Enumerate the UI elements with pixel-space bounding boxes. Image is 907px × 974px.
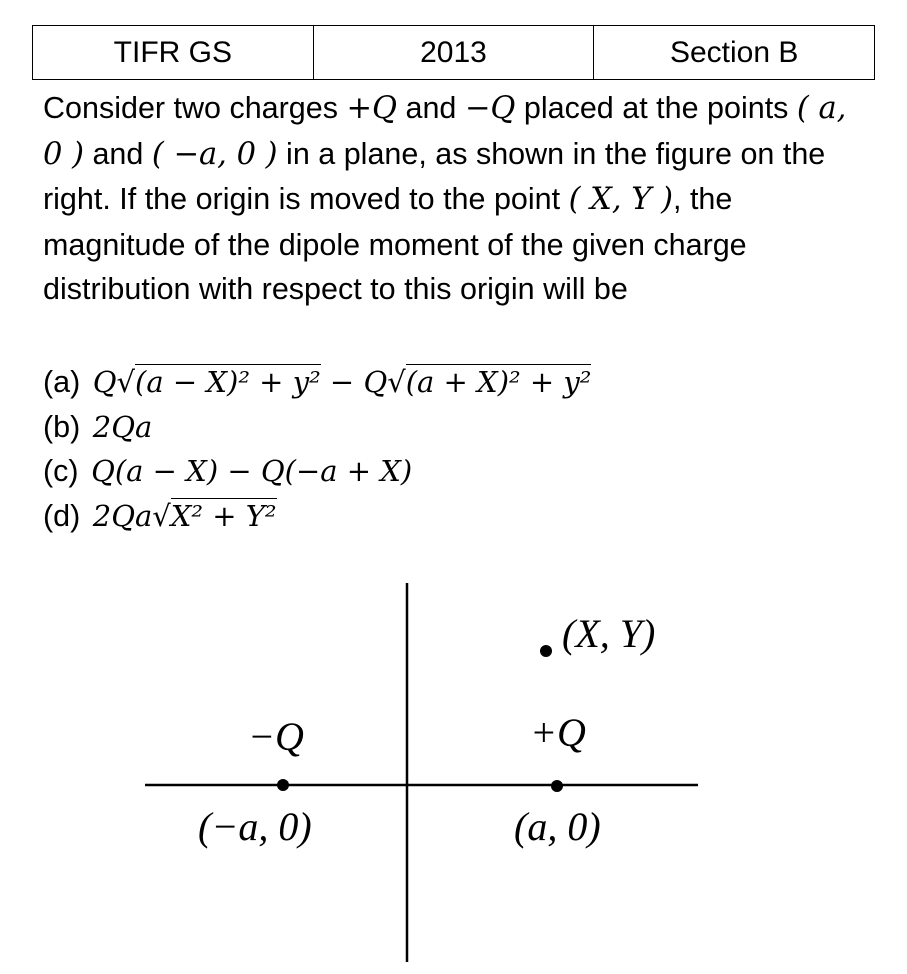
option-b-expression: 2Qa: [92, 409, 153, 444]
sqrt-sign: √: [116, 365, 136, 399]
option-a-expression: [93, 365, 592, 399]
option-a-minus: − Q: [320, 365, 388, 399]
point-negative: ( −a, 0 ): [151, 136, 278, 172]
charge-diagram: [0, 570, 907, 974]
option-a-sqrt1: (a − X)² + y²: [135, 365, 321, 399]
exam-name: TIFR GS: [33, 26, 314, 80]
option-a-q1: Q: [92, 365, 117, 399]
exam-section: Section B: [594, 26, 875, 80]
sqrt-sign: √: [387, 365, 406, 399]
question-text: [43, 86, 873, 312]
option-d: [43, 494, 591, 539]
option-a-label: (a): [43, 365, 81, 399]
option-a-sqrt2: (a + X)² + y²: [405, 365, 592, 399]
charge-positive: +Q: [346, 91, 398, 126]
negative-charge-dot: [277, 779, 289, 791]
point-new-origin: ( X, Y ): [568, 182, 673, 217]
question-text-4: and: [84, 136, 152, 171]
exam-year: 2013: [313, 26, 594, 80]
option-d-label: (d): [43, 498, 81, 533]
option-a: [43, 360, 591, 405]
point-positive: ( a, 0 ): [43, 91, 847, 172]
question-text-2: and: [397, 91, 465, 125]
positive-charge-dot: [551, 780, 563, 792]
option-d-sqrt: X² + Y²: [170, 498, 277, 533]
question-paragraph: [43, 86, 873, 312]
sqrt-sign: √: [152, 498, 171, 533]
question-text-6: , the magnitude of the dipole moment of the given charge distribution with respect to this origin will be: [43, 182, 747, 306]
new-origin-dot: [540, 645, 552, 657]
new-origin-label: (X, Y): [562, 611, 656, 656]
option-c: [43, 449, 591, 494]
question-text-3: placed at the points: [515, 91, 797, 125]
option-c-label: (c): [43, 454, 79, 488]
positive-charge-label: +Q: [530, 710, 586, 755]
negative-charge-label: −Q: [248, 714, 304, 759]
option-d-expression: [93, 499, 277, 533]
question-text-5: in a plane, as shown in the figure on the right. If the origin is moved to the point: [43, 136, 826, 216]
option-d-prefix: 2Qa: [92, 498, 153, 533]
header-table: [32, 25, 875, 80]
charge-negative: −Q: [464, 91, 516, 126]
answer-options: [43, 360, 591, 538]
option-b-label: (b): [43, 409, 81, 444]
option-b: [43, 405, 591, 450]
question-text-1: Consider two charges: [43, 91, 347, 125]
negative-point-label: (−a, 0): [198, 804, 312, 849]
positive-point-label: (a, 0): [514, 804, 601, 849]
option-c-expression: Q(a − X) − Q(−a + X): [91, 454, 413, 488]
header-row: [33, 26, 875, 80]
